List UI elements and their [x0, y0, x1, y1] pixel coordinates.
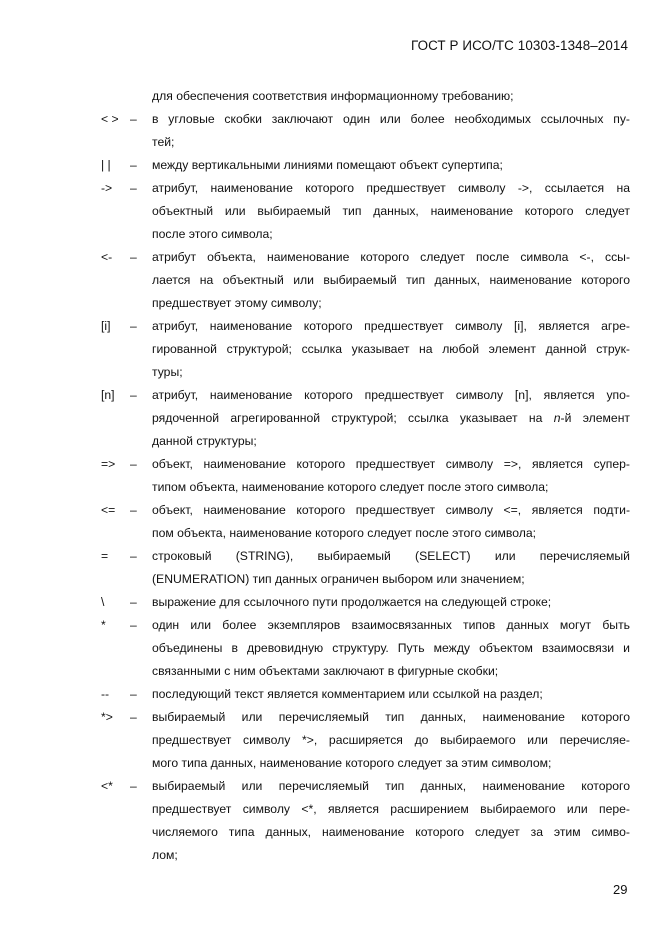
item-description — [152, 315, 630, 384]
description-line: последующий текст является комментарием или ссылкой на раздел; — [152, 687, 543, 701]
list-item — [0, 499, 661, 545]
item-symbol: -> — [101, 181, 113, 195]
item-description — [152, 246, 630, 315]
description-line: тей; — [152, 135, 175, 149]
list-item — [0, 384, 661, 453]
item-dash: – — [130, 158, 137, 172]
item-dash: – — [130, 549, 137, 563]
description-line: выражение для ссылочного пути продолжается на следующей строке; — [152, 595, 552, 609]
description-line: один или более экземпляров взаимосвязанных типов данных могут быть — [152, 618, 630, 632]
description-line: объединены в древовидную структуру. Путь между объектом взаимосвязи и — [152, 641, 630, 655]
item-description — [152, 775, 630, 867]
description-line: типом объекта, наименование которого следует после этого символа; — [152, 480, 549, 494]
description-line: лается на объектный или выбираемый тип данных, наименование которого — [152, 273, 630, 287]
description-line: данной структуры; — [152, 434, 257, 448]
item-symbol: [n] — [101, 388, 115, 402]
item-description — [152, 683, 630, 706]
description-line: атрибут, наименование которого предшествует символу ->, ссылается на — [152, 181, 630, 195]
description-line: мого типа данных, наименование которого следует за этим символом; — [152, 756, 552, 770]
item-dash: – — [130, 112, 137, 126]
item-description — [152, 177, 630, 246]
item-dash: – — [130, 779, 137, 793]
item-symbol: *> — [101, 710, 113, 724]
item-description — [152, 384, 630, 453]
list-item — [0, 591, 661, 614]
item-description — [152, 545, 630, 591]
list-item — [0, 177, 661, 246]
description-line: выбираемый или перечисляемый тип данных, наименование которого — [152, 710, 630, 724]
item-dash: – — [130, 595, 137, 609]
page-number: 29 — [613, 882, 628, 897]
description-line: связанными с ним объектами заключают в фигурные скобки; — [152, 664, 499, 678]
item-dash: – — [130, 618, 137, 632]
item-symbol: < > — [101, 112, 119, 126]
description-line: (ENUMERATION) тип данных ограничен выбором или значением; — [152, 572, 525, 586]
item-dash: – — [130, 181, 137, 195]
item-symbol: -- — [101, 687, 110, 701]
item-dash: – — [130, 250, 137, 264]
description-line: туры; — [152, 365, 183, 379]
description-line: объектный или выбираемый тип данных, наименование которого следует — [152, 204, 630, 218]
list-item — [0, 315, 661, 384]
item-description — [152, 154, 630, 177]
description-line: пом объекта, наименование которого следует после этого символа; — [152, 526, 537, 540]
description-line: рядоченной агрегированной структурой; ссылка указывает на n-й элемент — [152, 411, 631, 425]
item-description — [152, 108, 630, 154]
symbol-definition-list — [0, 108, 661, 867]
list-item — [0, 706, 661, 775]
description-line: объект, наименование которого предшествует символу <=, является подти- — [152, 503, 630, 517]
description-line: атрибут объекта, наименование которого следует после символа <-, ссы- — [152, 250, 630, 264]
list-item — [0, 683, 661, 706]
document-header: ГОСТ Р ИСО/ТС 10303-1348–2014 — [410, 38, 628, 53]
item-dash: – — [130, 319, 137, 333]
item-dash: – — [130, 687, 137, 701]
item-symbol: | | — [101, 158, 111, 172]
item-description — [152, 453, 630, 499]
description-line: объект, наименование которого предшествует символу =>, является супер- — [152, 457, 630, 471]
item-symbol: => — [101, 457, 116, 471]
list-item — [0, 775, 661, 867]
description-line: атрибут, наименование которого предшествует символу [n], является упо- — [152, 388, 630, 402]
item-description — [152, 499, 630, 545]
description-line: после этого символа; — [152, 227, 273, 241]
item-description — [152, 614, 630, 683]
list-item — [0, 545, 661, 591]
description-line: лом; — [152, 848, 178, 862]
description-line: выбираемый или перечисляемый тип данных, наименование которого — [152, 779, 630, 793]
item-symbol: \ — [101, 595, 105, 609]
description-line: в угловые скобки заключают один или более необходимых ссылочных пу- — [152, 112, 630, 126]
list-item — [0, 453, 661, 499]
item-symbol: <= — [101, 503, 116, 517]
item-symbol: <- — [101, 250, 113, 264]
description-line: предшествует этому символу; — [152, 296, 322, 310]
item-description — [152, 706, 630, 775]
item-dash: – — [130, 388, 137, 402]
description-line: предшествует символу *>, расширяется до выбираемого или перечисляе- — [152, 733, 630, 747]
item-symbol: * — [101, 618, 106, 632]
item-dash: – — [130, 710, 137, 724]
list-item — [0, 246, 661, 315]
item-symbol: <* — [101, 779, 113, 793]
description-line: строковый (STRING), выбираемый (SELECT) или перечисляемый — [152, 549, 630, 563]
item-dash: – — [130, 457, 137, 471]
item-symbol: = — [101, 549, 109, 563]
item-dash: – — [130, 503, 137, 517]
item-symbol: [i] — [101, 319, 111, 333]
description-line: числяемого типа данных, наименование которого следует за этим симво- — [152, 825, 630, 839]
list-item — [0, 108, 661, 154]
intro-line: для обеспечения соответствия информационному требованию; — [152, 89, 514, 103]
description-line: между вертикальными линиями помещают объект супертипа; — [152, 158, 503, 172]
item-description — [152, 591, 630, 614]
description-line: атрибут, наименование которого предшествует символу [i], является агре- — [152, 319, 630, 333]
list-item — [0, 614, 661, 683]
description-line: предшествует символу <*, является расширением выбираемого или пере- — [152, 802, 630, 816]
description-line: гированной структурой; ссылка указывает на любой элемент данной струк- — [152, 342, 630, 356]
list-item — [0, 154, 661, 177]
